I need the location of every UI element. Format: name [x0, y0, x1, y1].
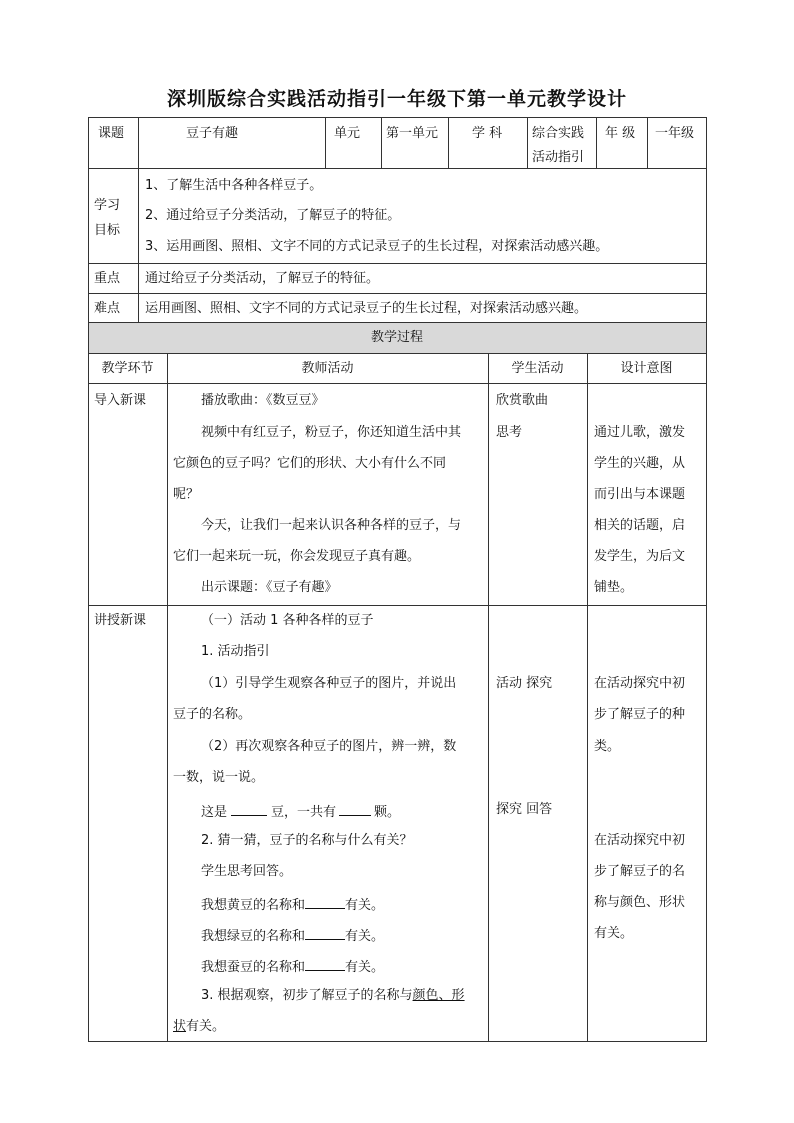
teacher-text: 豆，一共有: [271, 805, 337, 820]
teacher-fill-line: [201, 801, 400, 822]
objectives-label-line2: 目标: [94, 223, 121, 238]
intent-line: 在活动探究中初: [594, 833, 686, 848]
key-point-label: 重点: [94, 271, 121, 286]
rule: [488, 353, 489, 1042]
teacher-line: 一数，说一说。: [173, 770, 265, 785]
teacher-text: 这是: [201, 805, 228, 820]
stage-intro: 导入新课: [94, 393, 147, 408]
teacher-line: 1. 活动指引: [201, 644, 270, 659]
teacher-fill-line: [201, 956, 384, 977]
teacher-text: 我想黄豆的名称和: [201, 898, 306, 913]
rule: [596, 117, 597, 168]
intent-line: 类。: [594, 739, 621, 754]
intent-line: 步了解豆子的种: [594, 707, 686, 722]
teacher-fill-line: [201, 925, 384, 946]
column-header-stage: 教学环节: [101, 361, 154, 376]
column-header-intent: 设计意图: [620, 361, 673, 376]
difficulty-text: 运用画图、照相、文字不同的方式记录豆子的生长过程，对探索活动感兴趣。: [145, 301, 588, 316]
teacher-line: 它颜色的豆子吗？它们的形状、大小有什么不同: [173, 456, 447, 471]
unit-value: 第一单元: [386, 126, 439, 141]
teacher-line: （一）活动 1 各种各样的豆子: [201, 613, 374, 628]
teacher-text-underlined: 颜色、形: [412, 988, 465, 1003]
rule: [138, 168, 139, 322]
rule: [88, 168, 707, 169]
column-header-teacher: 教师活动: [301, 361, 354, 376]
intent-line: 而引出与本课题: [594, 487, 686, 502]
teacher-line: 2. 猜一猜，豆子的名称与什么有关？: [201, 833, 413, 848]
rule: [88, 605, 707, 606]
stage-new-lesson: 讲授新课: [94, 613, 147, 628]
subject-value-line1: 综合实践: [532, 126, 585, 141]
teacher-line: 学生思考回答。: [201, 864, 293, 879]
teacher-fill-line: [201, 894, 384, 915]
teacher-line: 播放歌曲：《数豆豆》: [201, 393, 325, 408]
difficulty-label: 难点: [94, 301, 121, 316]
teacher-line: [201, 987, 465, 1005]
teacher-text-underlined: 状: [173, 1019, 187, 1034]
subject-label: 学 科: [472, 126, 503, 141]
student-line: 思考: [496, 425, 523, 440]
rule: [448, 117, 449, 168]
teacher-line: 视频中有红豆子，粉豆子，你还知道生活中其: [201, 425, 462, 440]
objective-item: 1、了解生活中各种各样豆子。: [145, 178, 323, 193]
teacher-line: （1）引导学生观察各种豆子的图片，并说出: [201, 676, 457, 691]
rule: [325, 117, 326, 168]
intent-line: 相关的话题，启: [594, 518, 686, 533]
student-line: 探究 回答: [496, 802, 553, 817]
teacher-text: 3. 根据观察，初步了解豆子的名称与: [201, 988, 413, 1003]
intent-line: 步了解豆子的名: [594, 864, 686, 879]
student-line: 活动 探究: [496, 676, 553, 691]
unit-label: 单元: [334, 126, 361, 141]
rule: [88, 383, 707, 384]
intent-line: 称与颜色、形状: [594, 895, 686, 910]
grade-label: 年 级: [605, 126, 636, 141]
topic-label: 课题: [98, 126, 125, 141]
document-title: 深圳版综合实践活动指引一年级下第一单元教学设计: [166, 88, 627, 110]
teacher-line: [173, 1018, 225, 1036]
intent-line: 学生的兴趣，从: [594, 456, 686, 471]
blank: [305, 956, 345, 971]
teacher-line: （2）再次观察各种豆子的图片，辨一辨，数: [201, 739, 457, 754]
teacher-line: 呢？: [173, 487, 200, 502]
column-header-student: 学生活动: [511, 361, 564, 376]
teacher-text: 颗。: [374, 805, 401, 820]
intent-line: 有关。: [594, 926, 634, 941]
rule: [706, 117, 707, 1042]
intent-line: 发学生，为后文: [594, 549, 686, 564]
teacher-text: 有关。: [186, 1019, 226, 1034]
rule: [647, 117, 648, 168]
teacher-text: 我想绿豆的名称和: [201, 929, 306, 944]
rule: [88, 322, 707, 323]
rule: [88, 353, 707, 354]
subject-value-line2: 活动指引: [532, 150, 585, 165]
teacher-line: 豆子的名称。: [173, 707, 252, 722]
rule: [527, 117, 528, 168]
teacher-text: 有关。: [345, 929, 385, 944]
rule: [587, 353, 588, 1042]
teacher-text: 我想蚕豆的名称和: [201, 960, 306, 975]
objective-item: 2、通过给豆子分类活动，了解豆子的特征。: [145, 208, 401, 223]
key-point-text: 通过给豆子分类活动，了解豆子的特征。: [145, 271, 380, 286]
rule: [88, 293, 707, 294]
blank: [231, 801, 267, 816]
teacher-line: 它们一起来玩一玩，你会发现豆子真有趣。: [173, 549, 421, 564]
teacher-text: 有关。: [345, 898, 385, 913]
process-heading: 教学过程: [370, 330, 423, 345]
grade-value: 一年级: [655, 126, 695, 141]
intent-line: 铺垫。: [594, 580, 634, 595]
rule: [138, 117, 139, 168]
objective-item: 3、运用画图、照相、文字不同的方式记录豆子的生长过程，对探索活动感兴趣。: [145, 239, 609, 254]
intent-line: 通过儿歌，激发: [594, 425, 686, 440]
blank: [305, 925, 345, 940]
blank: [339, 801, 371, 816]
rule: [167, 353, 168, 1042]
rule: [88, 117, 707, 118]
objectives-label-line1: 学习: [94, 198, 121, 213]
teacher-line: 出示课题：《豆子有趣》: [201, 580, 338, 595]
rule: [381, 117, 382, 168]
rule: [88, 263, 707, 264]
teacher-line: 今天，让我们一起来认识各种各样的豆子，与: [201, 518, 462, 533]
intent-line: 在活动探究中初: [594, 676, 686, 691]
rule: [88, 1041, 707, 1042]
rule: [88, 117, 89, 1042]
student-line: 欣赏歌曲: [496, 393, 549, 408]
blank: [305, 894, 345, 909]
topic-value: 豆子有趣: [186, 126, 239, 141]
teacher-text: 有关。: [345, 960, 385, 975]
